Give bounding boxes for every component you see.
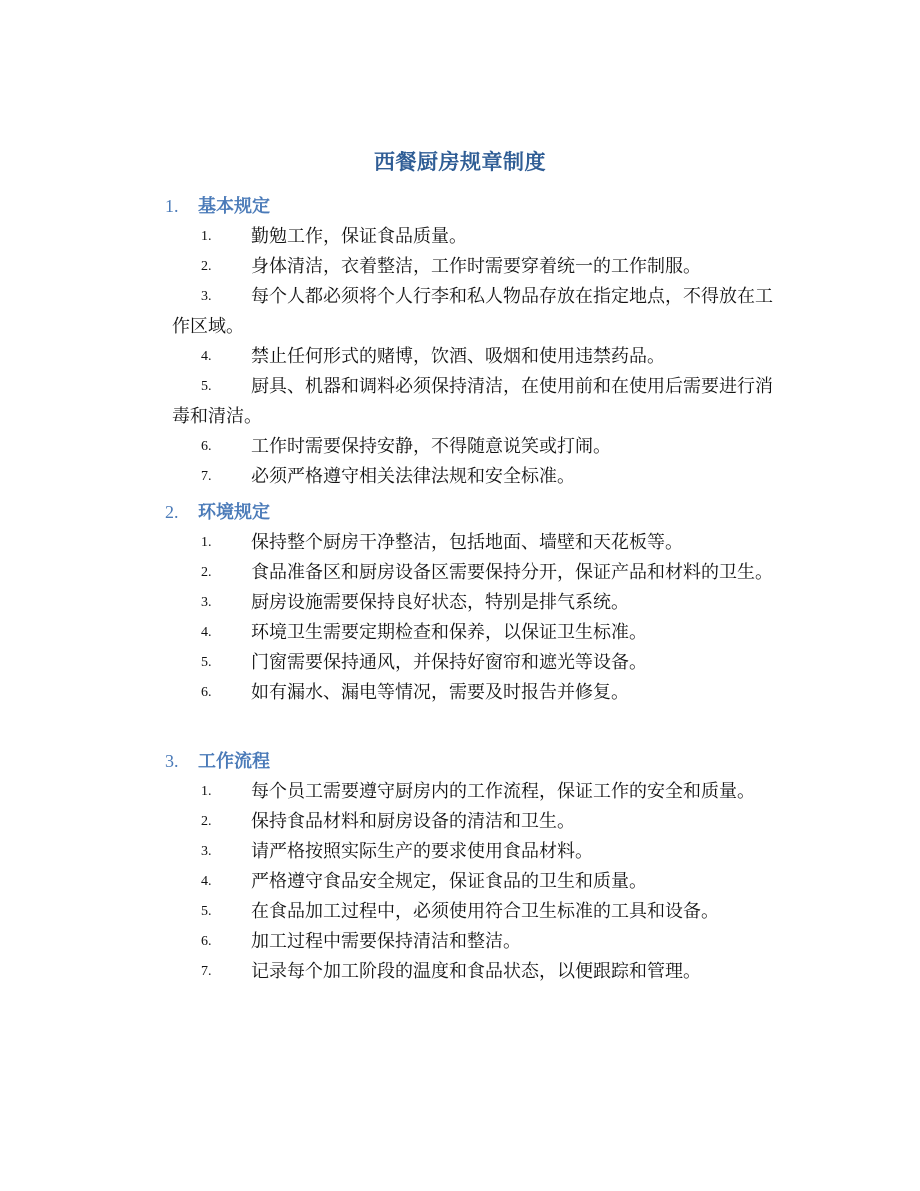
document-title: 西餐厨房规章制度 [374, 149, 546, 174]
list-item [165, 462, 775, 492]
section-number: 3. [165, 751, 179, 771]
section-heading [165, 192, 775, 222]
item-text: 食品准备区和厨房设备区需要保持分开，保证产品和材料的卫生。 [251, 562, 773, 583]
item-text: 每个人都必须将个人行李和私人物品存放在指定地点，不得放在工作区域。 [172, 286, 773, 337]
list-item [165, 837, 775, 867]
item-number: 5. [201, 379, 212, 394]
list-item [165, 678, 775, 708]
list-item [165, 558, 775, 588]
list-item [165, 372, 775, 432]
section-environment-rules [165, 498, 775, 708]
item-number: 3. [201, 595, 212, 610]
item-number: 4. [201, 874, 212, 889]
item-number: 6. [201, 439, 212, 454]
item-text: 如有漏水、漏电等情况，需要及时报告并修复。 [251, 682, 629, 703]
item-number: 6. [201, 685, 212, 700]
item-text: 保持整个厨房干净整洁，包括地面、墙壁和天花板等。 [251, 532, 683, 553]
list-item [165, 222, 775, 252]
item-text: 门窗需要保持通风，并保持好窗帘和遮光等设备。 [251, 652, 647, 673]
item-text: 禁止任何形式的赌博，饮酒、吸烟和使用违禁药品。 [251, 346, 665, 367]
list-item [165, 252, 775, 282]
item-text: 厨房设施需要保持良好状态，特别是排气系统。 [251, 592, 629, 613]
list-item [165, 927, 775, 957]
item-text: 记录每个加工阶段的温度和食品状态，以便跟踪和管理。 [251, 961, 701, 982]
item-number: 5. [201, 655, 212, 670]
section-workflow [165, 747, 775, 987]
list-item [165, 342, 775, 372]
section-title: 工作流程 [198, 751, 270, 772]
section-title: 环境规定 [198, 502, 270, 523]
item-number: 1. [201, 535, 212, 550]
item-number: 5. [201, 904, 212, 919]
item-number: 4. [201, 349, 212, 364]
item-number: 4. [201, 625, 212, 640]
list-item [165, 777, 775, 807]
item-number: 1. [201, 784, 212, 799]
section-heading [165, 747, 775, 777]
item-text: 勤勉工作，保证食品质量。 [251, 226, 467, 247]
list-item [165, 588, 775, 618]
item-number: 1. [201, 229, 212, 244]
item-number: 2. [201, 814, 212, 829]
list-item [165, 867, 775, 897]
list-item [165, 807, 775, 837]
item-text: 工作时需要保持安静，不得随意说笑或打闹。 [251, 436, 611, 457]
item-number: 7. [201, 469, 212, 484]
section-title: 基本规定 [198, 196, 270, 217]
section-number: 1. [165, 196, 179, 216]
list-item [165, 618, 775, 648]
item-text: 每个员工需要遵守厨房内的工作流程，保证工作的安全和质量。 [251, 781, 755, 802]
item-number: 6. [201, 934, 212, 949]
item-text: 厨具、机器和调料必须保持清洁，在使用前和在使用后需要进行消毒和清洁。 [172, 376, 773, 427]
item-number: 2. [201, 565, 212, 580]
section-basic-rules [165, 192, 775, 492]
item-text: 身体清洁，衣着整洁，工作时需要穿着统一的工作制服。 [251, 256, 701, 277]
list-item [165, 897, 775, 927]
list-item [165, 648, 775, 678]
item-number: 2. [201, 259, 212, 274]
list-item [165, 282, 775, 342]
item-text: 严格遵守食品安全规定，保证食品的卫生和质量。 [251, 871, 647, 892]
item-text: 请严格按照实际生产的要求使用食品材料。 [251, 841, 593, 862]
item-text: 加工过程中需要保持清洁和整洁。 [251, 931, 521, 952]
item-text: 保持食品材料和厨房设备的清洁和卫生。 [251, 811, 575, 832]
item-text: 环境卫生需要定期检查和保养，以保证卫生标准。 [251, 622, 647, 643]
list-item [165, 528, 775, 558]
item-number: 3. [201, 844, 212, 859]
item-number: 7. [201, 964, 212, 979]
item-text: 在食品加工过程中，必须使用符合卫生标准的工具和设备。 [251, 901, 719, 922]
section-heading [165, 498, 775, 528]
item-number: 3. [201, 289, 212, 304]
section-number: 2. [165, 502, 179, 522]
list-item [165, 432, 775, 462]
list-item [165, 957, 775, 987]
item-text: 必须严格遵守相关法律法规和安全标准。 [251, 466, 575, 487]
